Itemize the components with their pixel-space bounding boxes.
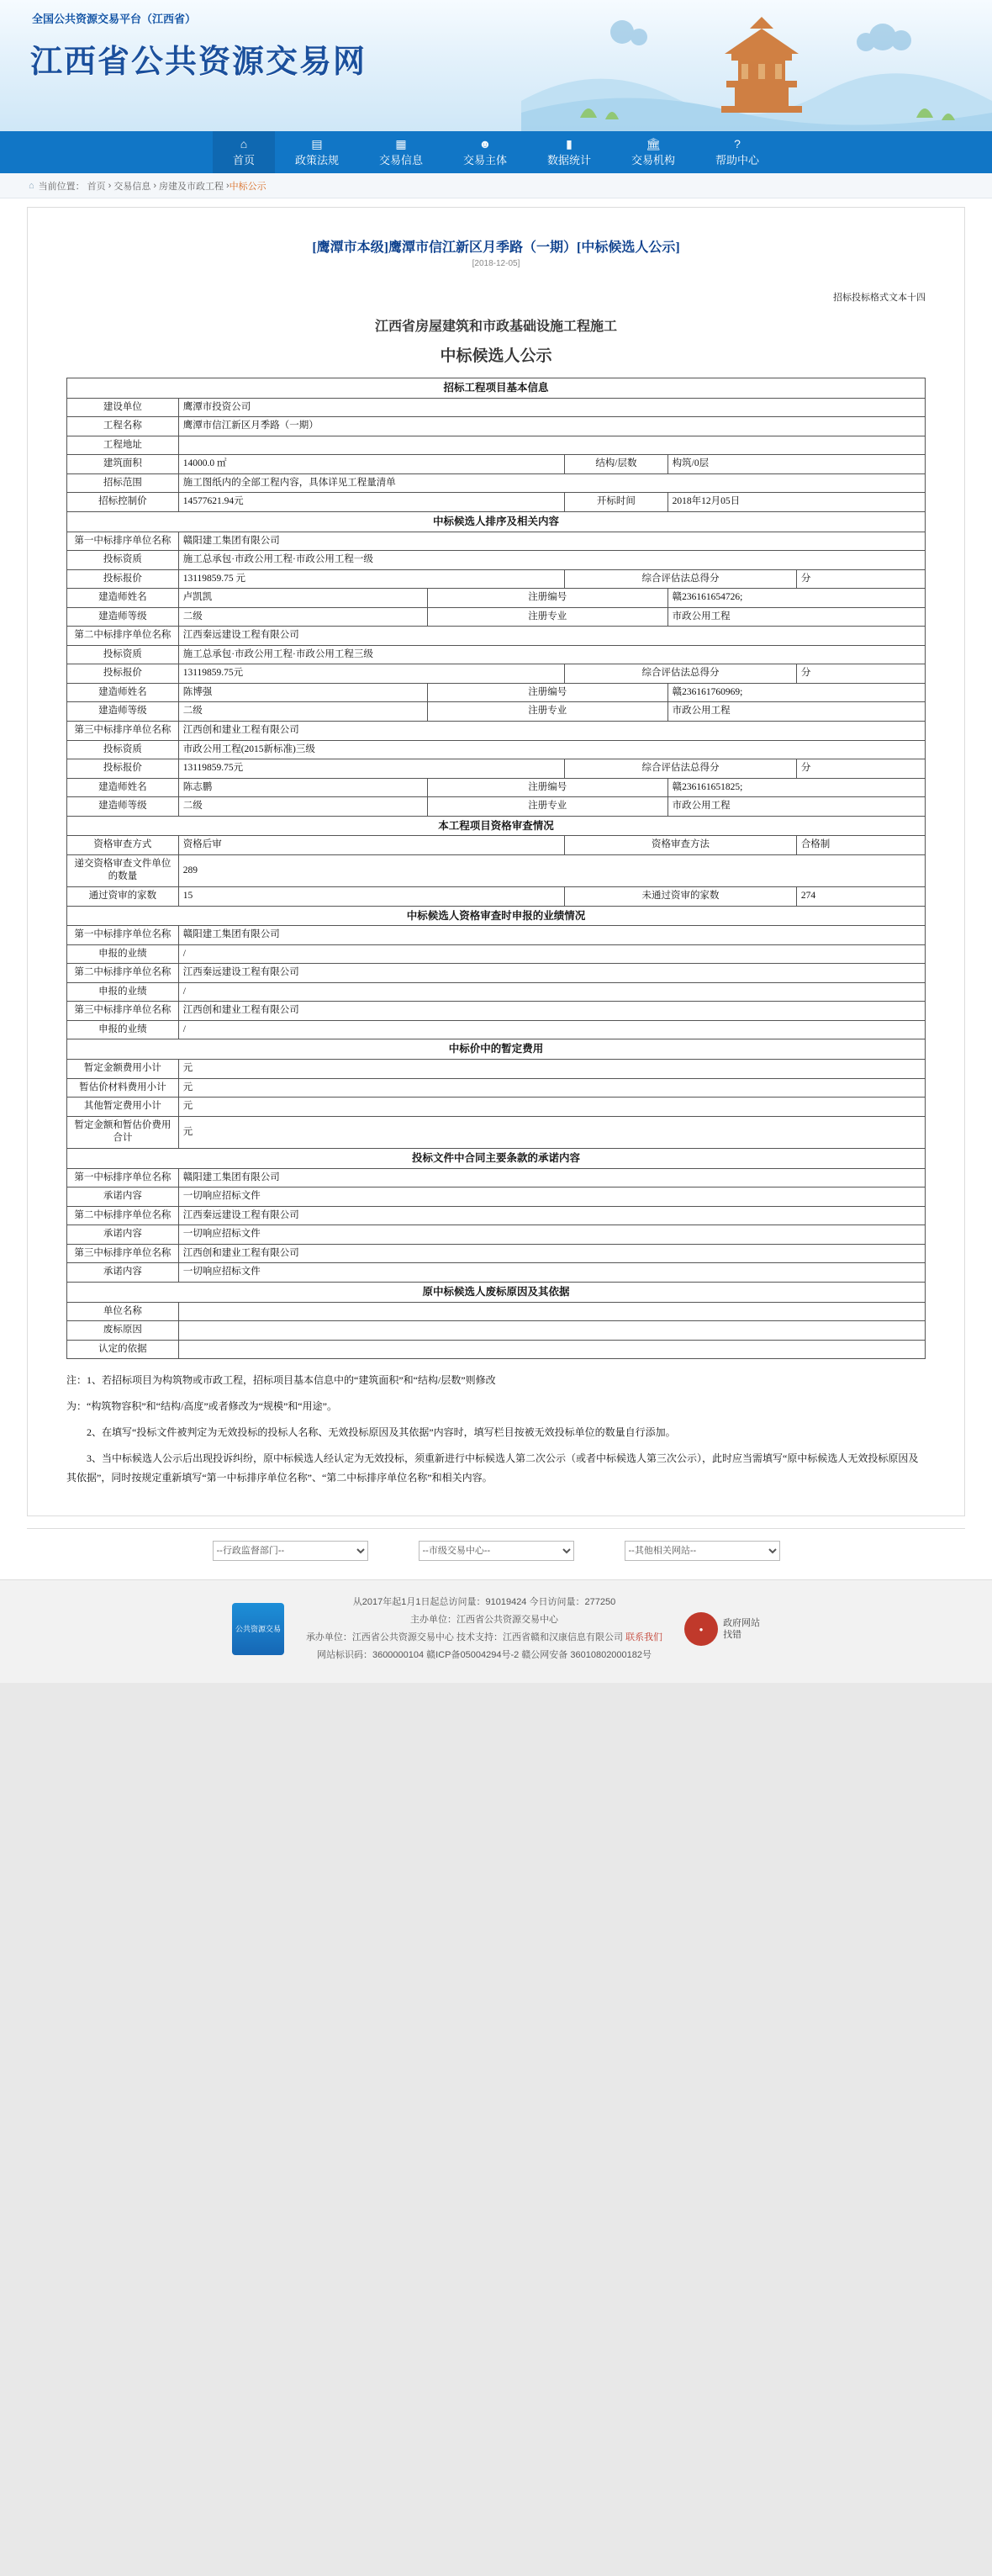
nav-item-agency[interactable] <box>611 131 695 173</box>
note-line-1: 注：1、若招标项目为构筑物或市政工程，招标项目基本信息中的“建筑面积”和“结构/层数”则修改 <box>66 1374 496 1387</box>
label-rank-1: 第一中标排序单位名称 <box>67 532 179 551</box>
table-row <box>67 1078 926 1098</box>
value-failed-count: 274 <box>796 887 925 907</box>
question-icon: ? <box>734 136 741 151</box>
table-row <box>67 836 926 855</box>
value-floor-area: 14000.0 ㎡ <box>178 455 564 474</box>
value-passed-count: 15 <box>178 887 564 907</box>
label-rank-2-score: 综合评估法总得分 <box>565 664 797 684</box>
value-rank-2-manager: 陈博强 <box>178 683 427 702</box>
nav-item-label: 政策法规 <box>294 153 339 167</box>
value-rank-2-reg: 赣236161760969; <box>667 683 925 702</box>
footer-links-selects[interactable] <box>27 1528 965 1571</box>
table-row <box>67 398 926 417</box>
value-rank-2-name: 江西秦远建设工程有限公司 <box>178 627 925 646</box>
label-project-address: 工程地址 <box>67 436 179 455</box>
value-perf-3: / <box>178 1020 925 1039</box>
label-structure: 结构/层数 <box>565 455 668 474</box>
table-row <box>67 1263 926 1283</box>
value-control-price: 14577621.94元 <box>178 493 564 512</box>
label-open-time: 开标时间 <box>565 493 668 512</box>
table-section-row <box>67 816 926 836</box>
table-row <box>67 551 926 570</box>
label-invalid-basis: 认定的依据 <box>67 1340 179 1359</box>
value-perf-rank-1-name: 赣阳建工集团有限公司 <box>178 926 925 945</box>
label-provisional-amount: 暂定金额费用小计 <box>67 1060 179 1079</box>
bid-result-table <box>66 378 926 1359</box>
label-rank-2-major: 注册专业 <box>427 702 667 722</box>
value-rank-2-major: 市政公用工程 <box>667 702 925 722</box>
table-row <box>67 436 926 455</box>
label-perf-rank-1: 第一中标排序单位名称 <box>67 926 179 945</box>
footer-support-text: 承办单位：江西省公共资源交易中心 技术支持：江西省赣和汉康信息有限公司 <box>305 1632 623 1643</box>
breadcrumb-item-trade-info[interactable]: 交易信息 <box>113 181 151 192</box>
footer-logo-badge: 公共资源交易 <box>232 1603 284 1655</box>
label-rank-3-reg: 注册编号 <box>427 778 667 797</box>
section-performance: 中标候选人资格审查时申报的业绩情况 <box>67 906 926 926</box>
label-rank-2-qual: 投标资质 <box>67 645 179 664</box>
value-rank-1-qual: 施工总承包·市政公用工程·市政公用工程一级 <box>178 551 925 570</box>
table-row <box>67 1302 926 1321</box>
gov-badge-label: 政府网站 找错 <box>723 1617 761 1641</box>
table-row <box>67 455 926 474</box>
value-perf-rank-2-name: 江西秦远建设工程有限公司 <box>178 964 925 983</box>
table-section-row <box>67 1282 926 1302</box>
table-row <box>67 1060 926 1079</box>
value-rank-3-grade: 二级 <box>178 797 427 817</box>
breadcrumb-current: 中标公示 <box>229 181 266 192</box>
value-rank-2-price: 13119859.75元 <box>178 664 564 684</box>
value-promise-rank-1-name: 赣阳建工集团有限公司 <box>178 1168 925 1187</box>
breadcrumb-item-construction[interactable]: 房建及市政工程 <box>159 181 224 192</box>
label-perf-1: 申报的业绩 <box>67 944 179 964</box>
value-provisional-other: 元 <box>178 1098 925 1117</box>
value-rank-3-qual: 市政公用工程(2015新标准)三级 <box>178 740 925 759</box>
value-promise-1: 一切响应招标文件 <box>178 1187 925 1207</box>
value-provisional-material: 元 <box>178 1078 925 1098</box>
other-site-select[interactable] <box>625 1541 780 1561</box>
banner-top-label: 全国公共资源交易平台（江西省） <box>32 13 197 25</box>
building-icon: 🏛 <box>646 136 661 151</box>
value-invalid-reason <box>178 1321 925 1341</box>
label-rank-2-price: 投标报价 <box>67 664 179 684</box>
label-scope: 招标范围 <box>67 473 179 493</box>
label-rank-1-grade: 建造师等级 <box>67 607 179 627</box>
table-row <box>67 569 926 589</box>
value-rank-1-score: 分 <box>796 569 925 589</box>
nav-item-label: 首页 <box>232 153 255 167</box>
label-rank-3-grade: 建造师等级 <box>67 797 179 817</box>
table-row <box>67 1187 926 1207</box>
table-row <box>67 1225 926 1245</box>
table-row <box>67 964 926 983</box>
form-code: 招标投标格式文本十四 <box>833 293 926 303</box>
table-row <box>67 627 926 646</box>
table-row <box>67 1340 926 1359</box>
value-project-address <box>178 436 925 455</box>
nav-item-label: 交易信息 <box>378 153 423 167</box>
label-rank-3-qual: 投标资质 <box>67 740 179 759</box>
breadcrumb-sep: › <box>226 180 230 191</box>
label-rank-1-price: 投标报价 <box>67 569 179 589</box>
table-section-row <box>67 1039 926 1060</box>
gov-seal-icon: ● <box>684 1612 718 1646</box>
footer-record <box>306 1647 662 1664</box>
value-promise-2: 一切响应招标文件 <box>178 1225 925 1245</box>
table-row <box>67 532 926 551</box>
value-submitted-count: 289 <box>178 854 925 886</box>
value-rank-2-grade: 二级 <box>178 702 427 722</box>
table-row <box>67 1168 926 1187</box>
label-provisional-other: 其他暂定费用小计 <box>67 1098 179 1117</box>
label-qual-way: 资格审查方法 <box>565 836 797 855</box>
table-row <box>67 982 926 1002</box>
value-owner: 鹰潭市投资公司 <box>178 398 925 417</box>
table-row <box>67 607 926 627</box>
nav-item-home[interactable] <box>213 131 275 173</box>
value-perf-rank-3-name: 江西创和建业工程有限公司 <box>178 1002 925 1021</box>
value-invalid-basis <box>178 1340 925 1359</box>
label-promise-rank-2: 第二中标排序单位名称 <box>67 1206 179 1225</box>
page-title: [鹰潭市本级]鹰潭市信江新区月季路（一期）[中标候选人公示] <box>312 241 680 255</box>
table-section-row <box>67 511 926 532</box>
label-perf-3: 申报的业绩 <box>67 1020 179 1039</box>
label-perf-rank-2: 第二中标排序单位名称 <box>67 964 179 983</box>
label-promise-1: 承诺内容 <box>67 1187 179 1207</box>
doc-heading-1: 江西省房屋建筑和市政基础设施工程施工 <box>374 320 617 334</box>
value-rank-3-reg: 赣236161651825; <box>667 778 925 797</box>
value-provisional-amount: 元 <box>178 1060 925 1079</box>
contact-us-link[interactable]: 联系我们 <box>625 1632 663 1643</box>
table-row <box>67 473 926 493</box>
value-rank-1-grade: 二级 <box>178 607 427 627</box>
section-provisional: 中标价中的暂定费用 <box>67 1039 926 1060</box>
label-rank-3-price: 投标报价 <box>67 759 179 779</box>
label-rank-2-manager: 建造师姓名 <box>67 683 179 702</box>
section-ranking: 中标候选人排序及相关内容 <box>67 511 926 532</box>
market-select[interactable] <box>419 1541 574 1561</box>
value-structure: 构筑/0层 <box>667 455 925 474</box>
nav-item-trade-subject[interactable] <box>443 131 527 173</box>
value-project-name: 鹰潭市信江新区月季路（一期） <box>178 417 925 436</box>
footer-support <box>306 1629 662 1647</box>
table-row <box>67 1206 926 1225</box>
label-rank-3-score: 综合评估法总得分 <box>565 759 797 779</box>
table-row <box>67 1098 926 1117</box>
label-rank-3: 第三中标排序单位名称 <box>67 722 179 741</box>
table-row <box>67 589 926 608</box>
gov-site-error-badge[interactable] <box>684 1612 760 1646</box>
value-rank-1-reg: 赣236161654726; <box>667 589 925 608</box>
value-rank-1-name: 赣阳建工集团有限公司 <box>178 532 925 551</box>
label-rank-1-major: 注册专业 <box>427 607 667 627</box>
table-row <box>67 740 926 759</box>
table-row <box>67 1002 926 1021</box>
value-rank-3-name: 江西创和建业工程有限公司 <box>178 722 925 741</box>
banner-illustration <box>521 0 992 131</box>
label-rank-2-grade: 建造师等级 <box>67 702 179 722</box>
breadcrumb-prefix: 当前位置： <box>38 181 85 192</box>
document-panel <box>27 207 965 1516</box>
nav-item-label: 数据统计 <box>547 153 592 167</box>
label-promise-rank-1: 第一中标排序单位名称 <box>67 1168 179 1187</box>
label-perf-rank-3: 第三中标排序单位名称 <box>67 1002 179 1021</box>
label-rank-1-manager: 建造师姓名 <box>67 589 179 608</box>
nav-item-help[interactable] <box>695 131 779 173</box>
gov-dept-select[interactable] <box>213 1541 368 1561</box>
label-rank-1-reg: 注册编号 <box>427 589 667 608</box>
value-qual-method: 资格后审 <box>178 836 564 855</box>
footer-host: 主办单位：江西省公共资源交易中心 <box>410 1615 558 1626</box>
label-rank-3-manager: 建造师姓名 <box>67 778 179 797</box>
value-rank-3-manager: 陈志鹏 <box>178 778 427 797</box>
label-invalid-reason: 废标原因 <box>67 1321 179 1341</box>
doc-notes <box>66 1371 926 1487</box>
label-provisional-total: 暂定金额和暂估价费用合计 <box>67 1116 179 1148</box>
nav-item-label: 交易主体 <box>462 153 507 167</box>
police-record-text: 赣公网安备 36010802000182号 <box>521 1649 652 1660</box>
table-row <box>67 926 926 945</box>
table-row <box>67 702 926 722</box>
value-invalid-unit <box>178 1302 925 1321</box>
table-section-row <box>67 378 926 399</box>
nav-item-label: 交易机构 <box>631 153 676 167</box>
label-qual-method: 资格审查方式 <box>67 836 179 855</box>
table-row <box>67 759 926 779</box>
breadcrumb-sep: › <box>108 180 112 191</box>
note-line-3: 2、在填写“投标文件被判定为无效投标的投标人名称、无效投标原因及其依据”内容时，填写栏目按被无效投标单位的数量自行添加。 <box>87 1426 676 1438</box>
label-passed-count: 通过资审的家数 <box>67 887 179 907</box>
chart-icon: ▮ <box>566 136 573 151</box>
section-basic: 招标工程项目基本信息 <box>67 378 926 399</box>
main-nav[interactable] <box>0 131 992 173</box>
table-row <box>67 645 926 664</box>
value-provisional-total: 元 <box>178 1116 925 1148</box>
label-promise-2: 承诺内容 <box>67 1225 179 1245</box>
table-row <box>67 1321 926 1341</box>
table-row <box>67 417 926 436</box>
footer-visits: 从2017年起1月1日起总访问量：91019424 今日访问量：277250 <box>352 1597 616 1608</box>
table-row <box>67 1244 926 1263</box>
table-section-row <box>67 906 926 926</box>
label-rank-2-reg: 注册编号 <box>427 683 667 702</box>
note-line-2: 为：“构筑物容积”和“结构/高度”或者修改为“规模”和“用途”。 <box>66 1400 337 1413</box>
label-rank-3-major: 注册专业 <box>427 797 667 817</box>
footer-info <box>306 1594 662 1664</box>
table-row <box>67 887 926 907</box>
publish-date: [2018-12-05] <box>472 259 520 268</box>
value-scope: 施工图纸内的全部工程内容，具体详见工程量清单 <box>178 473 925 493</box>
value-rank-2-score: 分 <box>796 664 925 684</box>
value-promise-rank-2-name: 江西秦远建设工程有限公司 <box>178 1206 925 1225</box>
value-rank-3-price: 13119859.75元 <box>178 759 564 779</box>
label-provisional-material: 暂估价材料费用小计 <box>67 1078 179 1098</box>
value-promise-3: 一切响应招标文件 <box>178 1263 925 1283</box>
label-failed-count: 未通过资审的家数 <box>565 887 797 907</box>
book-icon: ▤ <box>311 136 323 151</box>
note-line-4: 3、当中标候选人公示后出现投诉纠纷，原中标候选人经认定为无效投标，须重新进行中标候选人第二次公示（或者中标候选人第三次公示），此时应当需填写“原中标候选人无效投标原因及其依据”，同时按规定重新填写“第一中标排序单位名称”、“第二中标排序单位名称”和相关内容。 <box>66 1452 919 1484</box>
nav-item-statistics[interactable] <box>527 131 611 173</box>
table-row <box>67 944 926 964</box>
label-perf-2: 申报的业绩 <box>67 982 179 1002</box>
label-rank-2: 第二中标排序单位名称 <box>67 627 179 646</box>
site-footer <box>0 1579 992 1683</box>
breadcrumb-item-home[interactable]: 首页 <box>87 181 106 192</box>
value-rank-1-major: 市政公用工程 <box>667 607 925 627</box>
value-open-time: 2018年12月05日 <box>667 493 925 512</box>
table-row <box>67 854 926 886</box>
section-promise: 投标文件中合同主要条款的承诺内容 <box>67 1148 926 1168</box>
value-rank-2-qual: 施工总承包·市政公用工程·市政公用工程三级 <box>178 645 925 664</box>
label-submitted-count: 递交资格审查文件单位的数量 <box>67 854 179 886</box>
site-title: 江西省公共资源交易网 <box>30 45 367 80</box>
section-qualify: 本工程项目资格审查情况 <box>67 816 926 836</box>
location-icon: ⌂ <box>29 180 34 191</box>
site-banner <box>0 0 992 131</box>
label-promise-3: 承诺内容 <box>67 1263 179 1283</box>
table-row <box>67 797 926 817</box>
doc-icon: ▦ <box>395 136 407 151</box>
table-row <box>67 1116 926 1148</box>
value-rank-1-price: 13119859.75 元 <box>178 569 564 589</box>
value-rank-3-score: 分 <box>796 759 925 779</box>
table-row <box>67 722 926 741</box>
value-qual-way: 合格制 <box>796 836 925 855</box>
label-floor-area: 建筑面积 <box>67 455 179 474</box>
value-rank-3-major: 市政公用工程 <box>667 797 925 817</box>
home-icon: ⌂ <box>240 136 248 151</box>
label-owner: 建设单位 <box>67 398 179 417</box>
table-section-row <box>67 1148 926 1168</box>
table-row <box>67 1020 926 1039</box>
breadcrumb <box>0 173 992 198</box>
label-rank-1-qual: 投标资质 <box>67 551 179 570</box>
table-row <box>67 664 926 684</box>
section-invalid: 原中标候选人废标原因及其依据 <box>67 1282 926 1302</box>
table-row <box>67 493 926 512</box>
label-project-name: 工程名称 <box>67 417 179 436</box>
value-promise-rank-3-name: 江西创和建业工程有限公司 <box>178 1244 925 1263</box>
label-rank-1-score: 综合评估法总得分 <box>565 569 797 589</box>
table-row <box>67 778 926 797</box>
value-perf-1: / <box>178 944 925 964</box>
label-promise-rank-3: 第三中标排序单位名称 <box>67 1244 179 1263</box>
label-invalid-unit: 单位名称 <box>67 1302 179 1321</box>
value-perf-2: / <box>178 982 925 1002</box>
label-control-price: 招标控制价 <box>67 493 179 512</box>
user-icon: ☻ <box>478 136 492 151</box>
nav-item-label: 帮助中心 <box>715 153 760 167</box>
nav-item-policy[interactable] <box>275 131 359 173</box>
doc-heading-2: 中标候选人公示 <box>440 347 552 365</box>
value-rank-1-manager: 卢凯凯 <box>178 589 427 608</box>
breadcrumb-sep: › <box>153 180 156 191</box>
table-row <box>67 683 926 702</box>
footer-record-text: 网站标识码：3600000104 赣ICP备05004294号-2 <box>316 1649 520 1660</box>
nav-item-trade-info[interactable] <box>359 131 443 173</box>
